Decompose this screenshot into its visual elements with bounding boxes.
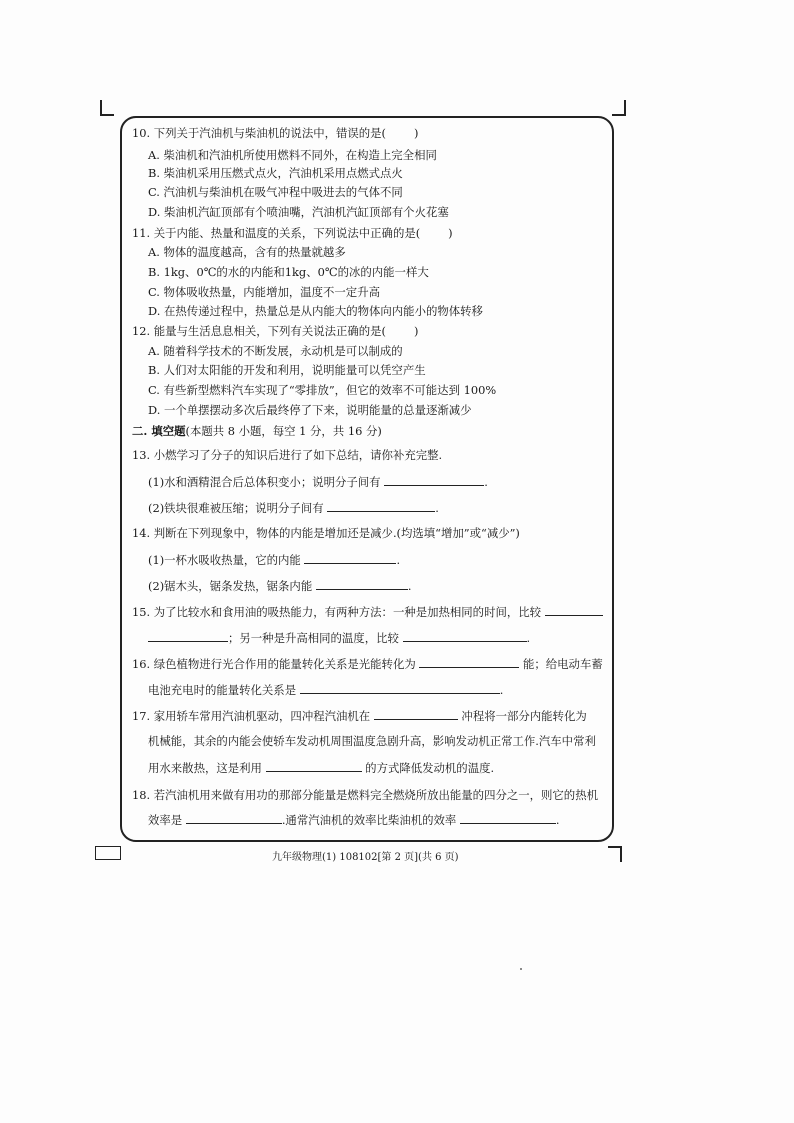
q16-line-2: 电池充电时的能量转化关系是 . (148, 683, 504, 697)
q10-option-c: C. 汽油机与柴油机在吸气冲程中吸进去的气体不同 (148, 185, 403, 199)
q18-blank-2[interactable] (460, 812, 556, 824)
q15-blank-2[interactable] (403, 630, 527, 642)
q10-option-a: A. 柴油机和汽油机所使用燃料不同外，在构造上完全相同 (148, 148, 437, 162)
q14-blank-2[interactable] (316, 578, 408, 590)
q16-blank-2[interactable] (300, 682, 500, 694)
q17-line-3: 用水来散热，这是利用 的方式降低发动机的温度. (148, 761, 495, 775)
q10-option-b: B. 柴油机采用压燃式点火，汽油机采用点燃式点火 (148, 166, 403, 180)
q15-line-2: ；另一种是升高相同的温度，比较 . (148, 630, 530, 645)
q17-line-2: 机械能，其余的内能会使轿车发动机周围温度急剧升高，影响发动机正常工作.汽车中常利 (148, 734, 596, 748)
q18-line-1: 18. 若汽油机用来做有用功的那部分能量是燃料完全燃烧所放出能量的四分之一，则它的热机 (132, 788, 598, 802)
q14-part-1: (1)一杯水吸收热量，它的内能 . (148, 553, 401, 567)
corner-mark-bottom-right (608, 846, 622, 862)
q11-option-d: D. 在热传递过程中，热量总是从内能大的物体向内能小的物体转移 (148, 304, 483, 318)
q16-blank-1[interactable] (419, 656, 519, 668)
q15-blank-1-cont[interactable] (148, 630, 228, 642)
q12-option-c: C. 有些新型燃料汽车实现了“零排放”，但它的效率不可能达到 100% (148, 383, 497, 397)
section-heading: 二. 填空题(本题共 8 小题，每空 1 分，共 16 分) (132, 424, 382, 438)
q13-stem: 13. 小燃学习了分子的知识后进行了如下总结，请你补充完整. (132, 448, 443, 462)
corner-mark-top-left (100, 100, 114, 116)
q12-option-d: D. 一个单摆摆动多次后最终停了下来，说明能量的总量逐渐减少 (148, 403, 472, 417)
q11-option-a: A. 物体的温度越高，含有的热量就越多 (148, 245, 346, 259)
corner-mark-bottom-left (95, 846, 121, 860)
q13-blank-1[interactable] (384, 474, 484, 486)
q15-blank-1[interactable] (545, 604, 603, 616)
q10-option-d: D. 柴油机汽缸顶部有个喷油嘴，汽油机汽缸顶部有个火花塞 (148, 205, 449, 219)
q11-option-c: C. 物体吸收热量，内能增加，温度不一定升高 (148, 285, 380, 299)
q14-part-2: (2)锯木头，锯条发热，锯条内能 . (148, 579, 412, 593)
q14-stem: 14. 判断在下列现象中，物体的内能是增加还是减少.(均选填“增加”或“减少”) (132, 526, 520, 540)
q17-blank-1[interactable] (374, 708, 458, 720)
q15-line-1: 15. 为了比较水和食用油的吸热能力，有两种方法：一种是加热相同的时间，比较 (132, 604, 603, 619)
q12-option-a: A. 随着科学技术的不断发展，永动机是可以制成的 (148, 344, 403, 358)
q12-stem: 12. 能量与生活息息相关，下列有关说法正确的是( ) (132, 324, 419, 338)
q13-blank-2[interactable] (327, 500, 435, 512)
q18-line-2: 效率是 .通常汽油机的效率比柴油机的效率 . (148, 813, 560, 827)
q11-option-b: B. 1kg、0℃的水的内能和1kg、0℃的冰的内能一样大 (148, 265, 429, 279)
page-footer: 九年级物理(1) 108102[第 2 页](共 6 页) (272, 852, 459, 863)
q18-blank-1[interactable] (186, 812, 282, 824)
q10-stem: 10. 下列关于汽油机与柴油机的说法中，错误的是( ) (132, 126, 419, 140)
q14-blank-1[interactable] (304, 552, 396, 564)
q16-line-1: 16. 绿色植物进行光合作用的能量转化关系是光能转化为 能；给电动车蓄 (132, 657, 603, 671)
q13-part-1: (1)水和酒精混合后总体积变小；说明分子间有 . (148, 475, 488, 489)
q12-option-b: B. 人们对太阳能的开发和利用，说明能量可以凭空产生 (148, 363, 426, 377)
q11-stem: 11. 关于内能、热量和温度的关系，下列说法中正确的是( ) (132, 226, 453, 240)
corner-mark-top-right (612, 100, 626, 116)
q17-blank-2[interactable] (266, 760, 362, 772)
q13-part-2: (2)铁块很难被压缩；说明分子间有 . (148, 501, 439, 515)
q17-line-1: 17. 家用轿车常用汽油机驱动，四冲程汽油机在 冲程将一部分内能转化为 (132, 709, 587, 723)
scan-speck (520, 968, 522, 970)
